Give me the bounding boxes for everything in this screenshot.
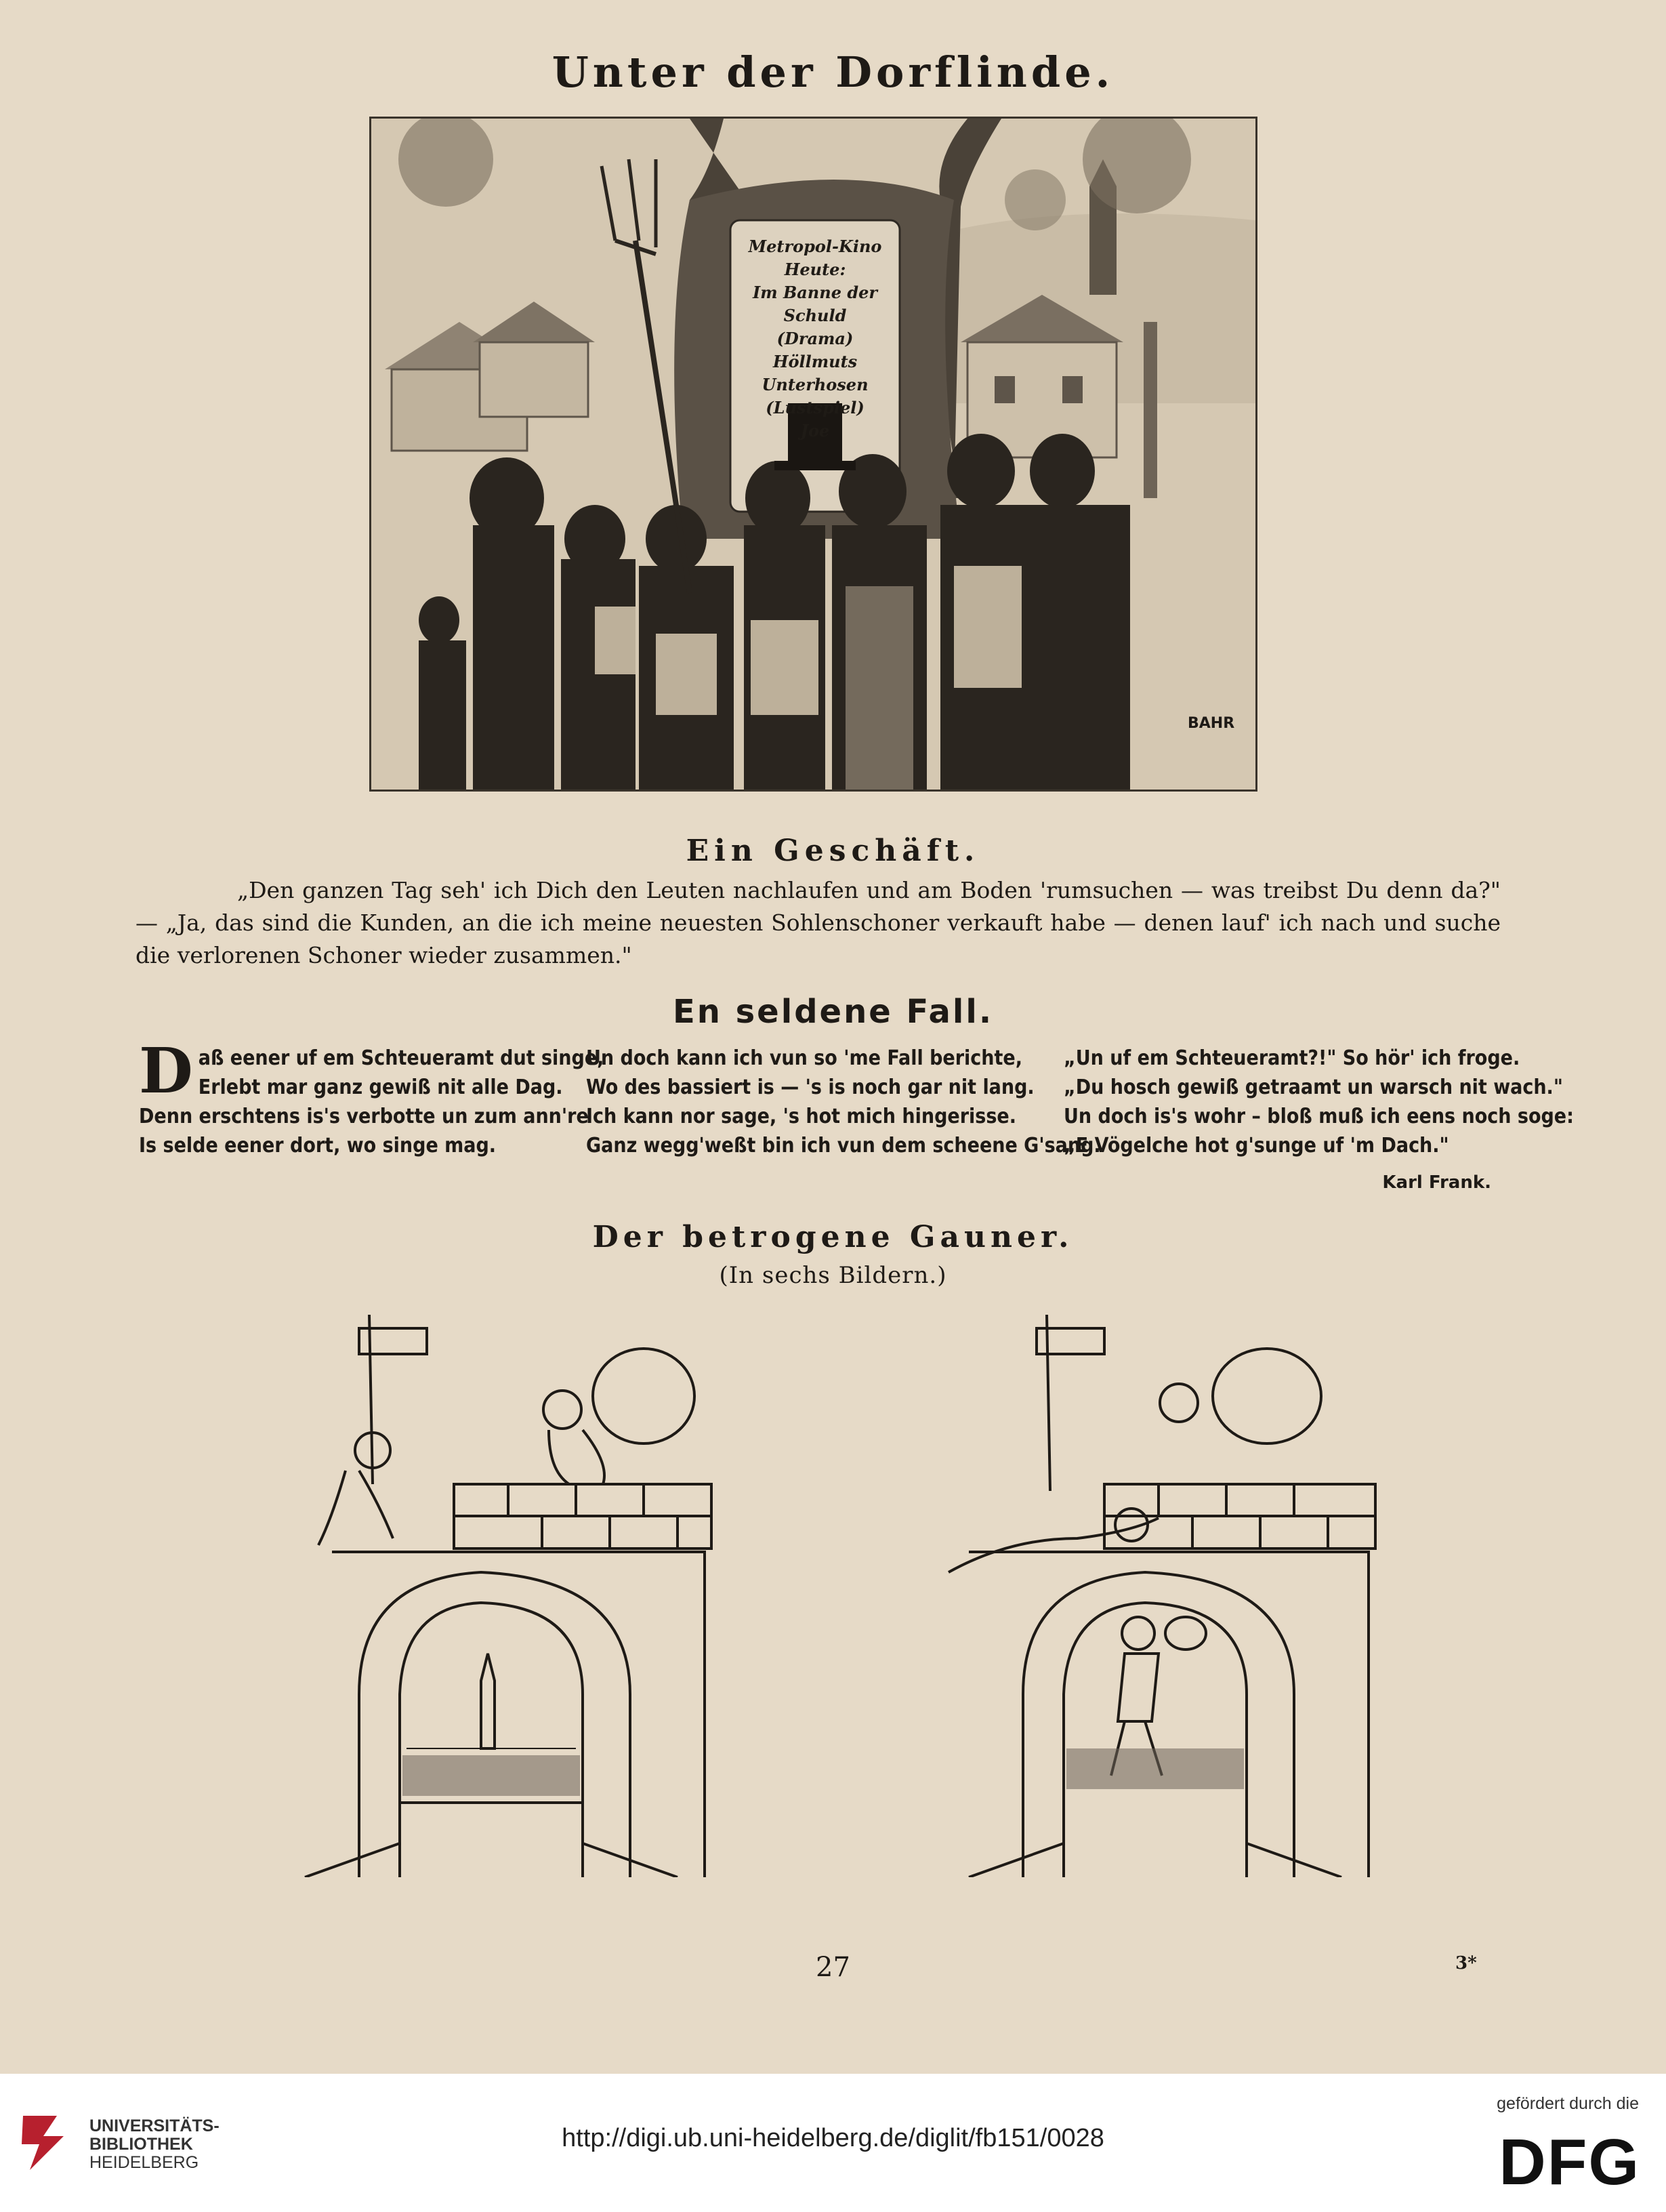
poem-line: Un doch is's wohr – bloß muß ich eens noch soge: [1064, 1105, 1574, 1128]
poster-line: Schuld [783, 306, 847, 325]
library-name-line: BIBLIOTHEK [89, 2135, 193, 2154]
poem-author: Karl Frank. [1382, 1172, 1491, 1193]
cartoon-title: Der betrogene Gauner. [592, 1220, 1074, 1254]
poem-line: Erlebt mar ganz gewiß nit alle Dag. [198, 1076, 563, 1099]
illustration-village-linden [369, 117, 1257, 792]
dfg-logo: DFG [1499, 2126, 1640, 2198]
poem-line: Daß eener uf em Schteueramt dut singe, [139, 1034, 604, 1107]
cartoon-subtitle: (In sechs Bildern.) [719, 1262, 947, 1289]
digitization-footer [0, 2074, 1666, 2212]
poem-line: „Un uf em Schteueramt?!" So hör' ich froge. [1064, 1046, 1520, 1070]
poster-text [737, 235, 893, 443]
poster-line: Im Banne der [752, 283, 878, 302]
page-title: Unter der Dorflinde. [551, 47, 1115, 97]
poem-line: Wo des bassiert is — 's is noch gar nit lang. [586, 1076, 1035, 1099]
library-name-line: UNIVERSITÄTS- [89, 2116, 220, 2135]
funding-label: gefördert durch die [1497, 2094, 1639, 2113]
poster-line: (Drama) [776, 329, 854, 348]
poem-line: „E Vögelche hot g'sunge uf 'm Dach." [1064, 1134, 1449, 1158]
story-title: Ein Geschäft. [686, 834, 980, 868]
page-number: 27 [816, 1952, 850, 1983]
poem-column-1 [139, 1034, 604, 1160]
illustration-drawing [371, 119, 1255, 790]
permalink-url[interactable]: http://digi.ub.uni-heidelberg.de/diglit/fb151/0028 [562, 2124, 1104, 2152]
poem-line: Un doch kann ich vun so 'me Fall berichte, [586, 1046, 1022, 1070]
poem-column-3 [1064, 1044, 1574, 1160]
artist-signature: BAHR [1188, 715, 1235, 732]
story-paragraph: „Den ganzen Tag seh' ich Dich den Leuten nachlaufen und am Boden 'rumsuchen — was treibst Du denn da?" — „Ja, das sind die Kunden, an die ich meine neuesten Sohlenschoner verkauft habe — denen lauf' ich nach und suche die verlorenen Schoner wieder zusammen." [136, 877, 1501, 968]
poem-column-2 [586, 1044, 1101, 1160]
poster-line: Metropol-Kino [748, 237, 882, 256]
cartoon-panel-1 [264, 1315, 738, 1877]
drop-cap: D [139, 1034, 193, 1107]
printer-signature-mark: 3* [1455, 1953, 1477, 1973]
poem-line: Ganz wegg'weßt bin ich vun dem scheene G'sang. [586, 1134, 1101, 1158]
poem-line: Is selde eener dort, wo singe mag. [139, 1134, 497, 1158]
poster-line: (Lustspiel) [766, 398, 865, 417]
poem-line: Denn erschtens is's verbotte un zum ann're [139, 1105, 589, 1128]
poem-line: Ich kann nor sage, 's hot mich hingerisse. [586, 1105, 1016, 1128]
poster-line: Joe [800, 421, 830, 441]
poem-line: „Du hosch gewiß getraamt un warsch nit wach." [1064, 1076, 1563, 1099]
cartoon-panel-2 [928, 1315, 1402, 1877]
poem-title: En seldene Fall. [672, 993, 994, 1031]
poster-line: Unterhosen [762, 375, 869, 394]
poster-line: Heute: [784, 260, 846, 279]
library-name-line: HEIDELBERG [89, 2153, 199, 2172]
poster-line: Höllmuts [772, 352, 858, 371]
